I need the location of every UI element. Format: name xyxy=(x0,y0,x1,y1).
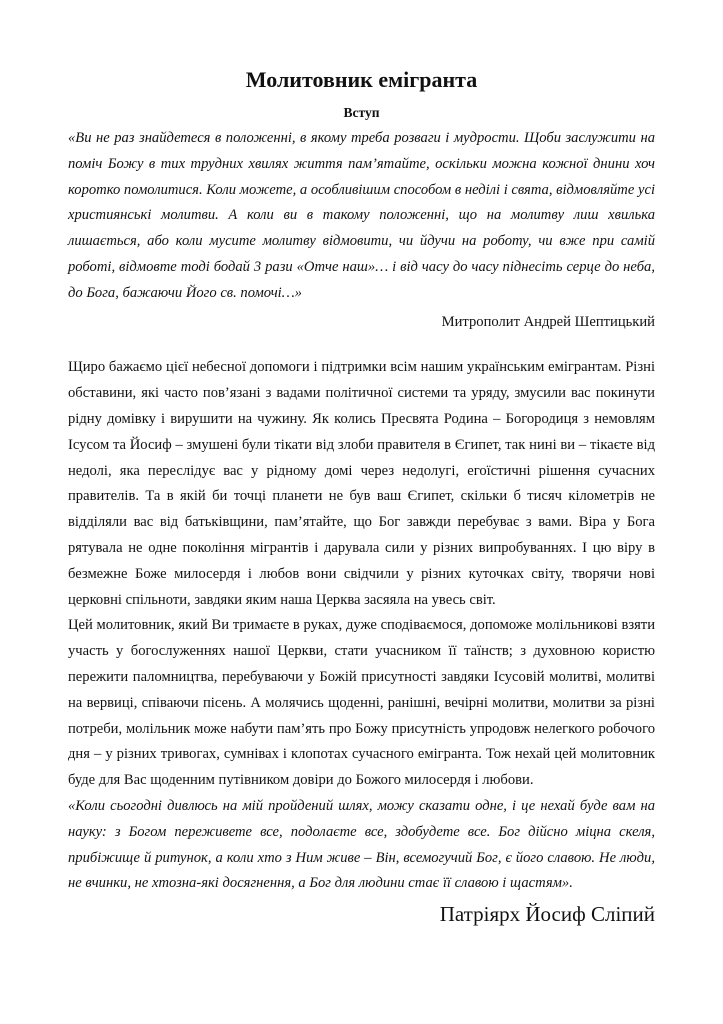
closing-quote: «Коли сьогодні дивлюсь на мій пройдений шлях, можу сказати одне, і це нехай буде вам на науку: з Богом переживете все, подолаєте все, здобудете все. Бог дійсно міцна скеля, прибіжище й ритунок, а коли хто з Ним живе – Він, всемогучий Бог, є його славою. Не люди, не вчинки, не хтозна-які досягнення, а Бог для людини стає її славою і щастям». xyxy=(68,797,655,892)
epigraph-author: Митрополит Андрей Шептицький xyxy=(441,313,655,330)
closing-author: Патріярх Йосиф Сліпий xyxy=(439,902,655,927)
page-title: Молитовник емігранта xyxy=(245,67,478,92)
section-heading: Вступ xyxy=(343,105,380,120)
body-paragraph: Цей молитовник, який Ви тримаєте в руках, дуже сподіваємося, допоможе молільникові взяти участь у богослуженнях нашої Церкви, стати учасником її таїнств; з духовною користю пережити паломництва, перебуваючи у Божій присутності завдяки Ісусовій молитві, молитві на вервиці, співаючи пісень. А молячись щоденні, ранішні, вечірні молитви, молитви за різні потреби, молільник може набути пам’ять про Божу присутність упродовж нелегкого робочого дня – у різних тривогах, сумнівах і клопотах сучасного емігранта. Тож нехай цей молитовник буде для Вас щоденним путівником довіри до Божого милосердя і любови. xyxy=(68,617,655,789)
document-page xyxy=(68,66,655,928)
body-paragraph: Щиро бажаємо цієї небесної допомоги і підтримки всім нашим українським емігрантам. Різні обставини, які часто пов’язані з вадами політичної системи та уряду, змусили вас покинути рідну домівку і вирушити на чужину. Як колись Пресвята Родина – Богородиця з немовлям Ісусом та Йосиф – змушені були тікати від злоби правителя в Єгипет, так нині ви – тікаєте від недолі, яка переслідує вас у рідному домі через недолугі, егоїстичні рішення сучасних правителів. Та в якій би точці планети не був ваш Єгипет, скільки б тисяч кілометрів не відділяли вас від батьківщини, пам’ятайте, що Бог завжди перебуває з вами. Віра у Бога рятувала не одне покоління мігрантів і дарувала сили у різних випробуваннях. І цю віру в безмежне Боже милосердя і любов вони свідчили у різних куточках світу, творячи нові церковні спільноти, завдяки яким наша Церква засяяла на увесь світ. xyxy=(68,359,655,608)
epigraph-quote: «Ви не раз знайдетеся в положенні, в якому треба розваги і мудрости. Щоби заслужити на поміч Божу в тих трудних хвилях життя пам’ятайте, оскільки можна кожної днини хоч коротко помолитися. Коли можете, а особливішим способом в неділі і свята, відмовляйте усі християнські молитви. А коли ви в такому положенні, що на молитву лиш хвилька лишається, або коли мусите молитву відмовити, чи йдучи на роботу, чи вже при самій роботі, відмовте тоді бодай 3 рази «Отче наш»… і від часу до часу піднесіть серце до неба, до Бога, бажаючи Його св. помочі…» xyxy=(68,130,655,301)
